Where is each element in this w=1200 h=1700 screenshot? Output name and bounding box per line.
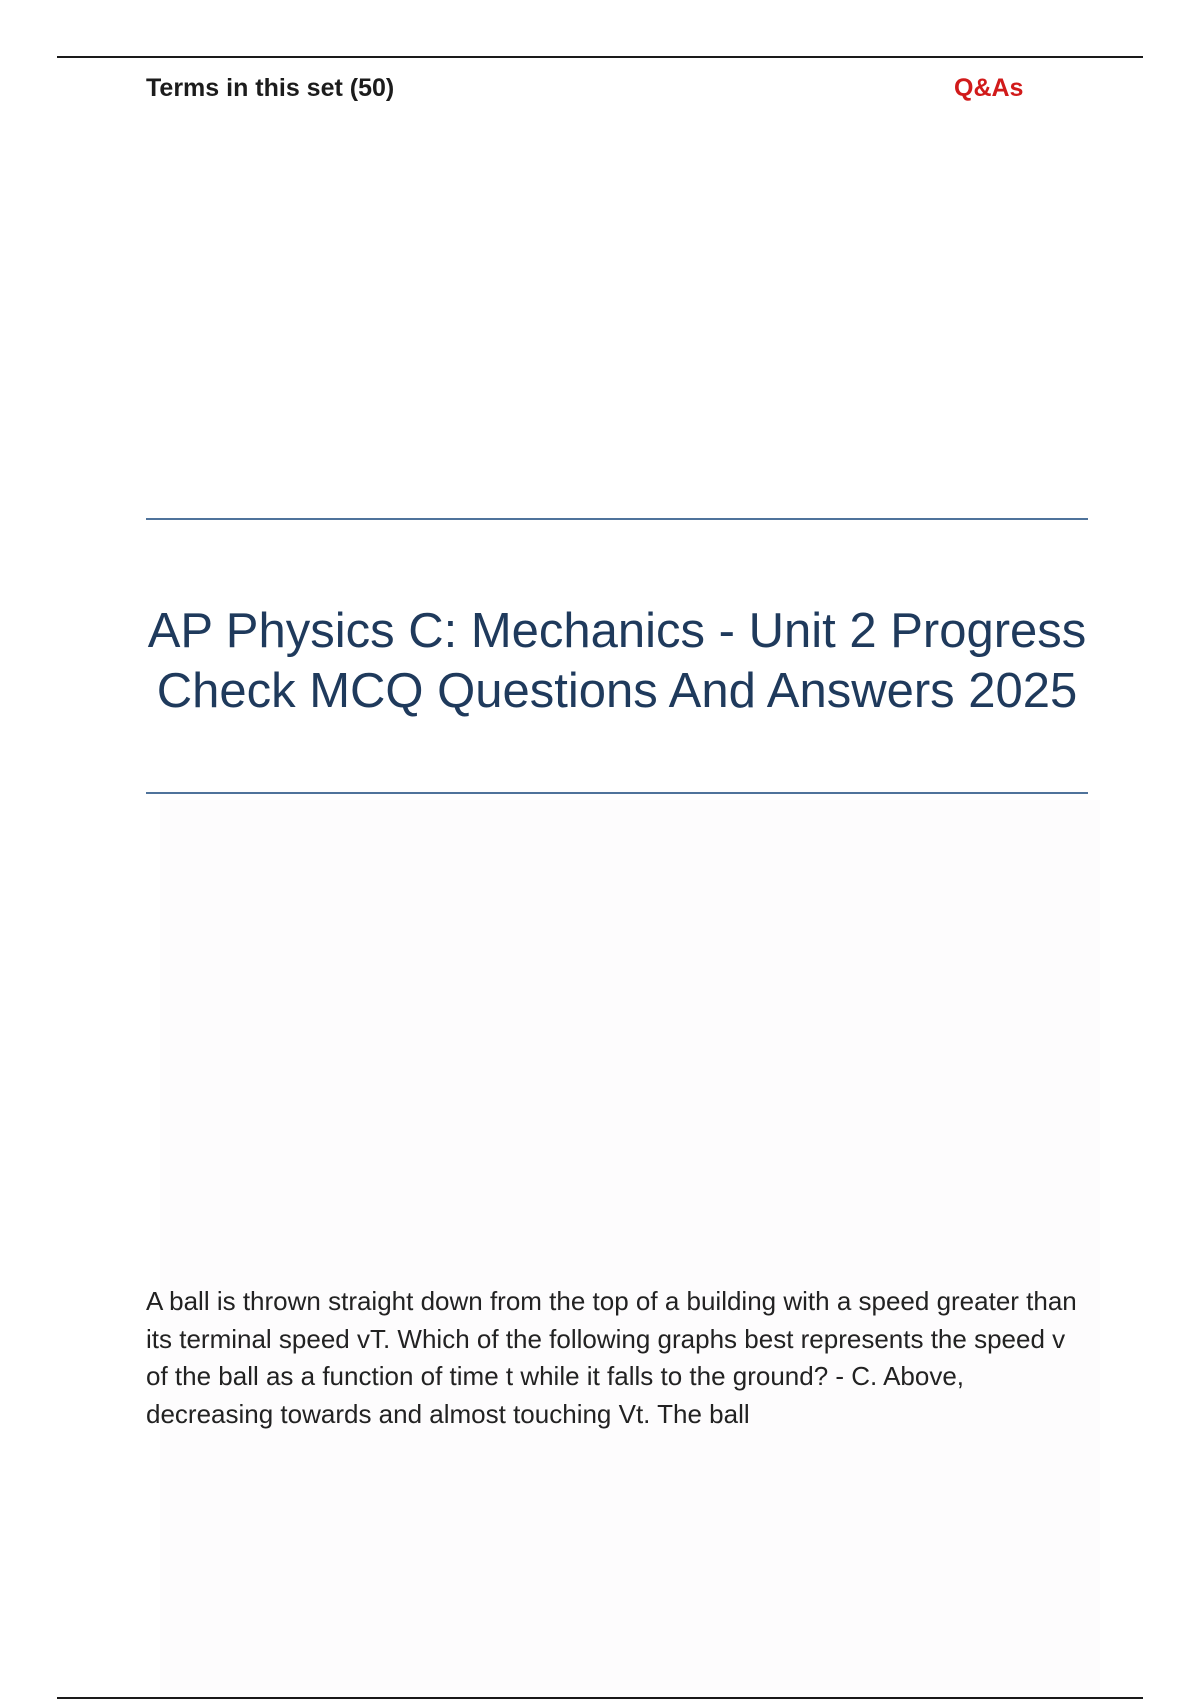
qa-label: Q&As (954, 74, 1024, 102)
content-panel (160, 800, 1100, 1690)
terms-heading: Terms in this set (50) (146, 74, 395, 102)
title-rule-upper (146, 518, 1088, 520)
document-title: AP Physics C: Mechanics - Unit 2 Progress Check MCQ Questions And Answers 2025 (147, 604, 1087, 718)
title-rule-lower (146, 792, 1088, 794)
question-text: A ball is thrown straight down from the top of a building with a speed greater than its terminal speed vT. Which of the following graphs best represents the speed v of the ball as a function of time t while it falls to the ground? - C. Above, decreasing towards and almost touching Vt. The ball (146, 1286, 1077, 1429)
bottom-rule (57, 1697, 1143, 1699)
top-rule (57, 56, 1143, 58)
